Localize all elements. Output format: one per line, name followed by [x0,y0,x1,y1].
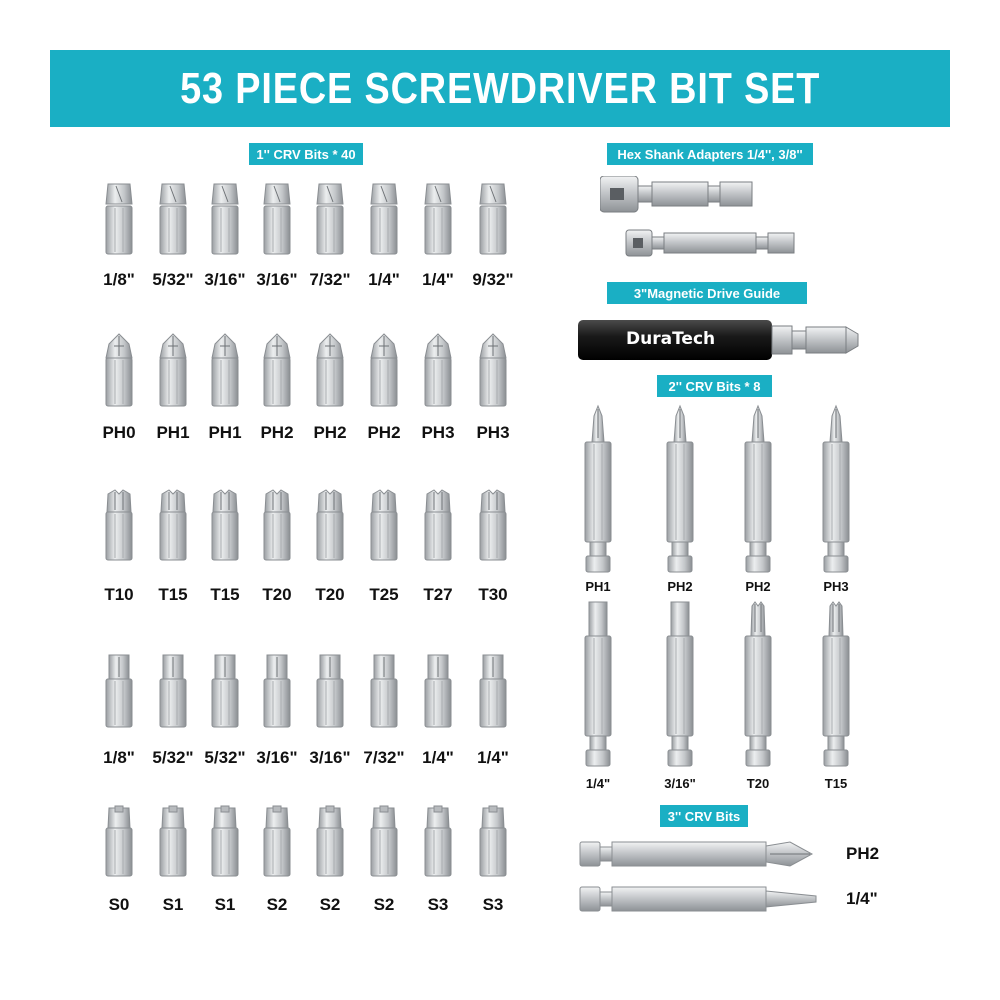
adapter-3-8-icon [600,176,752,212]
bit-size-label: PH2 [846,844,880,863]
bit-size-label: S2 [266,895,288,914]
section-label-drive-guide: 3"Magnetic Drive Guide [607,282,807,304]
hex-bit-icon [317,655,343,729]
bit-size-label: T15 [158,585,188,604]
torx-bit-icon [212,488,238,562]
bit-size-label: 1/4" [422,748,454,767]
slotted-long-bit-icon [585,600,611,768]
hex-shank-adapters [600,176,810,271]
phillips-bit-icon [106,334,132,408]
torx-long-bit-icon [745,600,771,768]
phillips-bit-icon [212,334,238,408]
bit-size-label: 5/32" [152,270,194,289]
bit-size-label: S2 [319,895,341,914]
bit-size-label: PH1 [156,423,190,442]
bit-size-label: 3/16" [256,748,298,767]
torx-bit-icon [425,488,451,562]
hex-bit-icon [425,655,451,729]
torx-bit-icon [106,488,132,562]
bit-size-label: 5/32" [204,748,246,767]
bit-size-label: 5/32" [152,748,194,767]
square-bit-icon [371,804,397,878]
hex-bit-icon [264,655,290,729]
section-label-hex-adapters: Hex Shank Adapters 1/4'', 3/8'' [607,143,813,165]
square-bit-icon [106,804,132,878]
phillips-bit-icon [480,334,506,408]
hex-bit-icon [480,655,506,729]
phillips-long-bit-icon [667,406,693,574]
bit-size-label: S3 [482,895,504,914]
bit-size-label: PH2 [745,579,771,594]
section-label-2in-crv: 2'' CRV Bits * 8 [657,375,772,397]
bit-size-label: 3/16" [309,748,351,767]
bit-size-label: T20 [746,776,770,791]
bit-size-label: S1 [214,895,236,914]
bit-size-label: 1/4" [422,270,454,289]
bit-size-label: T15 [210,585,240,604]
square-bit-icon [425,804,451,878]
slotted-bit-icon [212,182,238,256]
phillips-bit-icon [425,334,451,408]
bit-size-label: S0 [108,895,130,914]
bit-size-label: PH3 [823,579,849,594]
slotted-bit-icon [371,182,397,256]
slotted-3in-bit-icon [580,885,820,913]
torx-bit-icon [264,488,290,562]
phillips-bit-icon [160,334,186,408]
slotted-bit-icon [480,182,506,256]
bit-size-label: PH2 [313,423,347,442]
bit-size-label: S2 [373,895,395,914]
bit-size-label: 1/4" [477,748,509,767]
bit-size-label: 1/8" [103,748,135,767]
bit-size-label: 1/4" [846,889,878,908]
bit-size-label: T20 [262,585,292,604]
square-bit-icon [160,804,186,878]
slotted-bit-icon [160,182,186,256]
bit-size-label: 7/32" [363,748,405,767]
page-title: 53 PIECE SCREWDRIVER BIT SET [179,63,821,113]
hex-bit-icon [160,655,186,729]
bit-size-label: PH2 [260,423,294,442]
slotted-bit-icon [106,182,132,256]
slotted-bit-icon [264,182,290,256]
bit-size-label: PH0 [102,423,136,442]
bit-size-label: T20 [315,585,345,604]
bit-size-label: 1/4" [585,776,611,791]
torx-bit-icon [371,488,397,562]
bit-size-label: 1/4" [368,270,400,289]
bit-size-label: PH2 [667,579,693,594]
title-banner [50,50,950,127]
bit-size-label: T25 [369,585,399,604]
phillips-long-bit-icon [745,406,771,574]
torx-long-bit-icon [823,600,849,768]
brand-logo: DuraTech [626,329,716,349]
hex-bit-icon [371,655,397,729]
bit-size-label: 1/8" [103,270,135,289]
phillips-bit-icon [264,334,290,408]
slotted-bit-icon [425,182,451,256]
bit-size-label: PH1 [208,423,242,442]
section-label-1in-crv: 1'' CRV Bits * 40 [249,143,363,165]
bit-size-label: PH3 [476,423,510,442]
bit-size-label: 3/16" [256,270,298,289]
bit-size-label: PH1 [585,579,611,594]
torx-bit-icon [160,488,186,562]
slotted-bit-icon [317,182,343,256]
bit-size-label: T30 [478,585,508,604]
section-label-3in-crv: 3'' CRV Bits [660,805,748,827]
bit-size-label: PH3 [421,423,455,442]
bit-size-label: 7/32" [309,270,351,289]
magnetic-drive-guide [578,316,860,369]
square-bit-icon [480,804,506,878]
phillips-long-bit-icon [585,406,611,574]
torx-bit-icon [317,488,343,562]
square-bit-icon [212,804,238,878]
bit-size-label: 9/32" [472,270,514,289]
bit-size-label: PH2 [367,423,401,442]
square-bit-icon [317,804,343,878]
phillips-bit-icon [317,334,343,408]
phillips-long-bit-icon [823,406,849,574]
hex-bit-icon [106,655,132,729]
phillips-3in-bit-icon [580,840,820,868]
bit-size-label: T15 [824,776,848,791]
phillips-bit-icon [371,334,397,408]
bit-size-label: 3/16" [664,776,696,791]
square-bit-icon [264,804,290,878]
bit-size-label: T10 [104,585,134,604]
bit-size-label: T27 [423,585,453,604]
hex-bit-icon [212,655,238,729]
slotted-long-bit-icon [667,600,693,768]
torx-bit-icon [480,488,506,562]
bit-size-label: S1 [162,895,184,914]
adapter-1-4-icon [626,230,794,256]
bit-size-label: 3/16" [204,270,246,289]
bit-size-label: S3 [427,895,449,914]
